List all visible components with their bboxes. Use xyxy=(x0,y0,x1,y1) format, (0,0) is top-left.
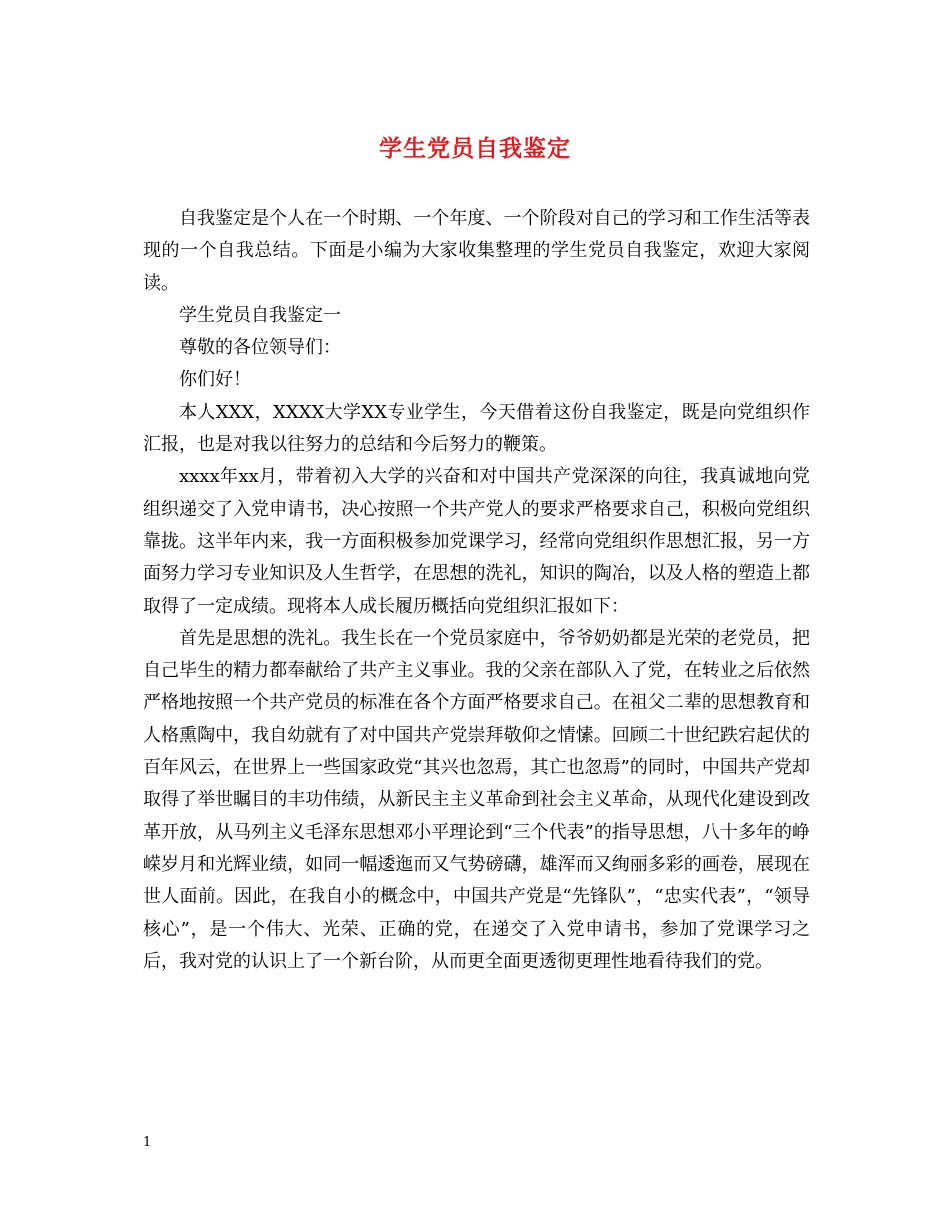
document-title: 学生党员自我鉴定 xyxy=(379,135,571,162)
paragraph-section-heading: 学生党员自我鉴定一 xyxy=(179,304,341,326)
paragraph-salutation: 尊敬的各位领导们： xyxy=(179,337,341,359)
document-body xyxy=(143,203,810,978)
paragraph-greeting: 你们好！ xyxy=(179,369,251,391)
page-number: 1 xyxy=(143,1135,152,1150)
paragraph-ideological-growth: 首先是思想的洗礼。我生长在一个党员家庭中，爷爷奶奶都是光荣的老党员，把自己毕生的精力都奉献给了共产主义事业。我的父亲在部队入了党，在转业之后依然严格地按照一个共产党员的标准在各个方面严格要求自己。在祖父二辈的思想教育和人格熏陶中，我自幼就有了对中国共产党崇拜敬仰之情愫。回顾二十世纪跌宕起伏的百年风云，在世界上一些国家政党“其兴也忽焉，其亡也忽焉”的同时，中国共产党却取得了举世瞩目的丰功伟绩，从新民主主义革命到社会主义革命，从现代化建设到改革开放，从马列主义毛泽东思想邓小平理论到“三个代表”的指导思想，八十多年的峥嵘岁月和光辉业绩，如同一幅逶迤而又气势磅礴，雄浑而又绚丽多彩的画卷，展现在世人面前。因此，在我自小的概念中，中国共产党是“先锋队”，“忠实代表”，“领导核心”，是一个伟大、光荣、正确的党，在递交了入党申请书，参加了党课学习之后，我对党的认识上了一个新台阶，从而更全面更透彻更理性地看待我们的党。 xyxy=(143,627,810,972)
paragraph-application-history: xxxx年xx月，带着初入大学的兴奋和对中国共产党深深的向往，我真诚地向党组织递交了入党申请书，决心按照一个共产党人的要求严格要求自己，积极向党组织靠拢。这半年内来，我一方面积极参加党课学习，经常向党组织作思想汇报，另一方面努力学习专业知识及人生哲学，在思想的洗礼，知识的陶冶，以及人格的塑造上都取得了一定成绩。现将本人成长履历概括向党组织汇报如下： xyxy=(143,466,810,617)
paragraph-intro: 自我鉴定是个人在一个时期、一个年度、一个阶段对自己的学习和工作生活等表现的一个自我总结。下面是小编为大家收集整理的学生党员自我鉴定，欢迎大家阅读。 xyxy=(143,208,810,294)
paragraph-self-introduction: 本人XXX，XXXX大学XX专业学生，今天借着这份自我鉴定，既是向党组织作汇报，也是对我以往努力的总结和今后努力的鞭策。 xyxy=(143,401,810,456)
